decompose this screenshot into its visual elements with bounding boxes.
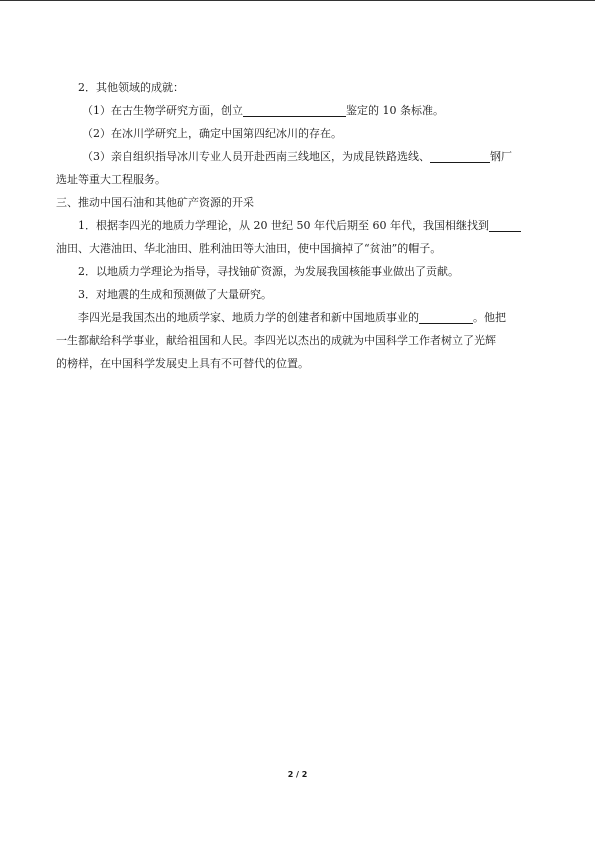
text-line — [56, 306, 540, 329]
text-segment: （1）在古生物学研究方面，创立 — [82, 104, 243, 117]
text-line: 3．对地震的生成和预测做了大量研究。 — [78, 288, 272, 301]
text-line: 一生都献给科学事业，献给祖国和人民。李四光以杰出的成就为中国科学工作者树立了光辉 — [56, 334, 496, 347]
text-segment: 钢厂 — [490, 150, 512, 163]
document-body — [56, 76, 540, 375]
fill-blank[interactable] — [419, 310, 473, 324]
text-segment: 1．根据李四光的地质力学理论，从 20 世纪 50 年代后期至 60 年代，我国相继找到 — [78, 219, 489, 232]
text-line — [56, 214, 540, 237]
text-line: 2．以地质力学理论为指导，寻找铀矿资源，为发展我国核能事业做出了贡献。 — [78, 265, 459, 278]
text-line: 的榜样，在中国科学发展史上具有不可替代的位置。 — [56, 357, 309, 370]
text-line: 油田、大港油田、华北油田、胜利油田等大油田，使中国摘掉了“贫油”的帽子。 — [56, 242, 442, 255]
text-line: 选址等重大工程服务。 — [56, 173, 166, 186]
text-line: 2．其他领域的成就： — [78, 81, 184, 94]
text-segment: 。他把 — [473, 311, 506, 324]
fill-blank[interactable] — [430, 149, 490, 163]
text-line: （2）在冰川学研究上，确定中国第四纪冰川的存在。 — [82, 127, 342, 140]
header-rule — [0, 0, 595, 1]
text-segment: 鉴定的 10 条标准。 — [346, 104, 444, 117]
text-line — [56, 145, 540, 168]
page-number: 2 / 2 — [287, 770, 308, 779]
fill-blank[interactable] — [489, 218, 521, 232]
text-segment: 李四光是我国杰出的地质学家、地质力学的创建者和新中国地质事业的 — [78, 311, 419, 324]
text-line — [56, 99, 540, 122]
section-heading: 三、推动中国石油和其他矿产资源的开采 — [56, 196, 254, 209]
fill-blank[interactable] — [243, 103, 346, 117]
text-segment: （3）亲自组织指导冰川专业人员开赴西南三线地区，为成昆铁路选线、 — [82, 150, 430, 163]
